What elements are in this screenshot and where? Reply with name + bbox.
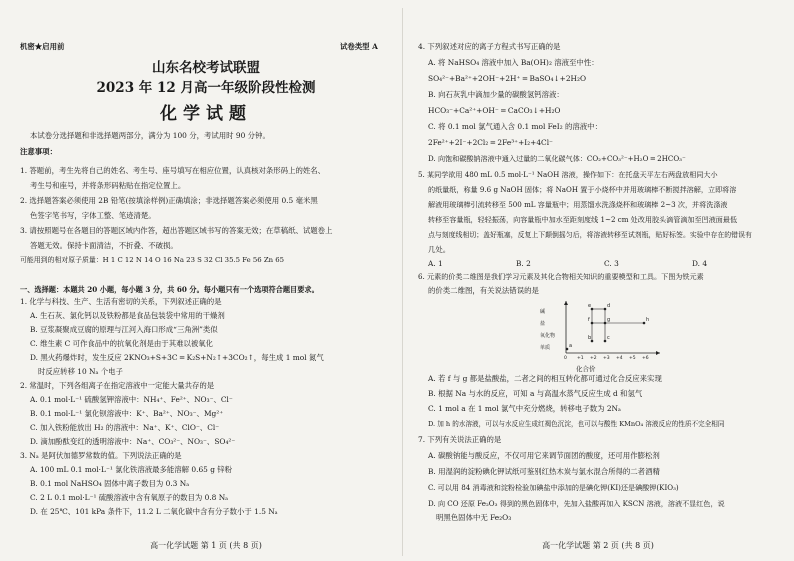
question-7-option-b: B. 用湿润的淀粉碘化钾试纸可鉴别红热木炭与氯水混合所得的二者酒精: [428, 467, 660, 476]
x-tick: +4: [616, 356, 623, 361]
question-3-option-b: B. 0.1 mol NaHSO₄ 固体中离子数目为 0.3 Nₐ: [30, 479, 190, 488]
question-4-option-a: A. 将 NaHSO₄ 溶液中加入 Ba(OH)₂ 溶液至中性：: [428, 58, 599, 67]
left-page: [20, 0, 392, 561]
label-h: h: [646, 317, 650, 323]
point-c: [604, 340, 607, 343]
diagram-x-label: 化合价: [576, 365, 596, 373]
question-1-option-d: D. 黑火药爆炸时，发生反应 2KNO₃+S+3C ═ K₂S+N₂↑+3CO₂↑，每生成 1 mol 氮气: [30, 353, 324, 362]
question-3-option-a: A. 100 mL 0.1 mol·L⁻¹ 氯化铁溶液最多能溶解 0.65 g 锌粉: [30, 465, 233, 474]
iron-valence-class-diagram: [538, 297, 668, 363]
notice-line: 1. 答题前，考生先将自己的姓名、考生号、座号填写在相应位置，认真核对条形码上的姓名、: [20, 166, 326, 175]
question-3-option-c: C. 2 L 0.1 mol·L⁻¹ 硫酸溶液中含有氧原子的数目为 0.8 Nₐ: [30, 493, 229, 502]
notice-line: 色签字笔书写，字体工整、笔迹清楚。: [30, 211, 156, 220]
question-6-option-a: A. 若 f 与 g 都是盐酸盐，二者之间的相互转化都可通过化合反应来实现: [428, 374, 662, 383]
page-fold-line: [402, 8, 403, 556]
question-7-option-c: C. 可以用 84 消毒液和淀粉检验加碘盐中添加的是碘化钾(KI)还是碘酸钾(KIO₃): [428, 483, 679, 492]
question-6-stem-line: 的价类二维图，有关说法错误的是: [428, 286, 539, 295]
question-7-option-d: D. 向 CO 还原 Fe₂O₃ 得到的黑色固体中，先加入盐酸再加入 KSCN 溶液，溶液不显红色，说: [428, 499, 725, 508]
confidential-label: 机密★启用前: [20, 42, 65, 51]
y-cat-salt: 盐: [540, 321, 546, 327]
atomic-mass-line: 可能用到的相对原子质量：H 1 C 12 N 14 O 16 Na 23 S 32 Cl 35.5 Fe 56 Zn 65: [20, 256, 285, 264]
question-1-option-d-cont: 时反应转移 10 Nₐ 个电子: [38, 367, 123, 376]
question-2-option-c: C. 加入铁粉能放出 H₂ 的溶液中：Na⁺、K⁺、ClO⁻、Cl⁻: [30, 423, 220, 432]
point-g: [604, 322, 607, 325]
question-4-equation-b: HCO₃⁻+Ca²⁺+OH⁻ ═ CaCO₃↓+H₂O: [428, 106, 561, 115]
question-5-stem-line: 几处。: [428, 245, 451, 254]
right-page: [418, 0, 778, 561]
question-6-option-b: B. 根据 Na 与水的反应，可知 a 与高温水蒸气反应生成 d 和氢气: [428, 389, 643, 398]
question-6-option-c: C. 1 mol a 在 1 mol 氯气中充分燃烧，转移电子数为 2Nₐ: [428, 404, 621, 413]
label-f: f: [588, 317, 590, 323]
x-tick: +2: [590, 356, 597, 361]
question-5-option-d: D. 4: [692, 259, 708, 268]
question-2-option-b: B. 0.1 mol·L⁻¹ 氯化钡溶液中：K⁺、Ba²⁺、NO₃⁻、Mg²⁺: [30, 409, 224, 418]
question-1-option-b: B. 豆浆凝聚成豆腐的原理与江河入海口形成“三角洲”类似: [30, 325, 218, 334]
point-e: [591, 308, 594, 311]
question-5-option-b: B. 2: [516, 259, 531, 268]
question-4-option-b: B. 向石灰乳中滴加少量的碳酸氢钙溶液：: [428, 90, 564, 99]
notice-line: 3. 请按照题号在各题目的答题区域内作答，超出答题区域书写的答案无效；在草稿纸、试题卷上: [20, 226, 333, 235]
x-tick: +6: [642, 356, 649, 361]
question-5-stem-line: 点与刻度线相切；盖好瓶塞，反复上下颠倒摇匀后，将溶液转移至试剂瓶，贴好标签。实验中存在的错误有: [428, 231, 752, 239]
question-6-option-d: D. 加 h 的水溶液，可以与水反应生成红褐色沉淀，也可以与酸性 KMnO₄ 溶液反应的性质不完全相同: [428, 420, 725, 428]
question-1-option-c: C. 维生素 C 可作食品中的抗氧化剂是由于其难以被氧化: [30, 339, 214, 348]
x-axis-arrow-icon: [656, 351, 660, 355]
label-b: b: [588, 335, 592, 341]
label-d: d: [607, 303, 611, 309]
question-4-option-c: C. 将 0.1 mol 氯气通入含 0.1 mol FeI₂ 的溶液中：: [428, 122, 602, 131]
question-6-stem: 6. 元素的价类二维图是我们学习元素及其化合物相关知识的重要模型和工具。下图为铁元素: [418, 272, 704, 281]
question-5-stem: 5. 某同学欲用 480 mL 0.5 mol·L⁻¹ NaOH 溶液，操作如下：在托盘天平左右两盘放相同大小: [418, 170, 718, 179]
notice-line: 2. 选择题答案必须使用 2B 铅笔(按填涂样例)正确填涂；非选择题答案必须使用 0.5 毫米黑: [20, 196, 318, 205]
y-cat-element: 单质: [540, 345, 551, 351]
exam-type-label: 试卷类型 A: [340, 42, 378, 51]
question-2-option-d: D. 滴加酚酞变红的透明溶液中：Na⁺、CO₃²⁻、NO₃⁻、SO₄²⁻: [30, 437, 236, 446]
question-5-stem-line: 的纸量纸，称量 9.6 g NaOH 固体；将 NaOH 置于小烧杯中并用玻璃棒不断搅拌溶解，立即将溶: [428, 185, 737, 194]
question-4-equation-c: 2Fe²⁺+2I⁻+2Cl₂ ═ 2Fe³⁺+I₂+4Cl⁻: [428, 138, 553, 147]
label-c: c: [607, 335, 610, 341]
subject-title: 化学试题: [160, 104, 252, 124]
question-5-stem-line: 转移至容量瓶，轻轻振荡，向容量瓶中加水至距刻度线 1~2 cm 处改用胶头滴管滴加至凹液面最低: [428, 215, 738, 224]
exam-session-title: 2023 年 12 月高一年级阶段性检测: [96, 80, 316, 96]
point-a: [566, 348, 569, 351]
exam-alliance-title: 山东名校考试联盟: [152, 60, 260, 76]
question-1-stem: 1. 化学与科技、生产、生活有密切的关系，下列叙述正确的是: [20, 297, 222, 306]
y-cat-base: 碱: [540, 309, 546, 315]
question-1-option-a: A. 生石灰、氯化钙以及铁粉都是食品包装袋中常用的干燥剂: [30, 311, 225, 320]
question-5-option-c: C. 3: [604, 259, 619, 268]
question-3-option-d: D. 在 25℃、101 kPa 条件下，11.2 L 二氧化碳中含有分子数小于 1.5 Nₐ: [30, 507, 278, 516]
question-4-stem: 4. 下列叙述对应的离子方程式书写正确的是: [418, 42, 561, 51]
y-cat-oxide: 氧化物: [540, 333, 556, 339]
question-2-stem: 2. 常温时，下列各组离子在指定溶液中一定能大量共存的是: [20, 381, 215, 390]
section-1-heading: 一、选择题：本题共 20 小题，每小题 3 分，共 60 分。每小题只有一个选项符合题目要求。: [20, 285, 319, 294]
question-5-option-a: A. 1: [428, 259, 443, 268]
x-tick: +5: [629, 356, 636, 361]
question-4-equation-a: SO₄²⁻+Ba²⁺+2OH⁻+2H⁺ ═ BaSO₄↓+2H₂O: [428, 74, 587, 83]
x-tick: +1: [577, 356, 584, 361]
question-2-option-a: A. 0.1 mol·L⁻¹ 硫酸氢钾溶液中：NH₄⁺、Fe²⁺、NO₃⁻、Cl⁻: [30, 395, 233, 404]
exam-intro: 本试卷分选择题和非选择题两部分，满分为 100 分，考试用时 90 分钟。: [30, 131, 270, 140]
notice-line: 考生号和座号，并将条形码粘贴在指定位置上。: [30, 181, 186, 190]
notice-line: 答题无效。保持卡面清洁，不折叠、不破损。: [30, 241, 178, 250]
label-e: e: [588, 303, 592, 309]
x-tick: +3: [603, 356, 610, 361]
notice-heading: 注意事项：: [20, 147, 57, 156]
x-tick: 0: [564, 356, 567, 361]
question-7-option-a: A. 碳酸钠能与酸反应，不仅可用它来调节面团的酸度，还可用作膨松剂: [428, 451, 660, 460]
question-7-stem: 7. 下列有关说法正确的是: [418, 435, 502, 444]
y-axis-arrow-icon: [564, 301, 568, 305]
point-h: [643, 322, 646, 325]
page-2-footer: 高一化学试题 第 2 页 (共 8 页): [542, 541, 654, 550]
point-d: [604, 308, 607, 311]
page-1-footer: 高一化学试题 第 1 页 (共 8 页): [150, 541, 262, 550]
question-3-stem: 3. Nₐ 是阿伏加德罗常数的值。下列说法正确的是: [20, 451, 182, 460]
question-4-option-d: D. 向饱和碳酸钠溶液中通入过量的二氧化碳气体：CO₂+CO₃²⁻+H₂O ═ 2HCO₃⁻: [428, 154, 686, 163]
question-5-stem-line: 解液用玻璃棒引流转移至 500 mL 容量瓶中；用蒸馏水洗涤烧杯和玻璃棒 2~3 次，并将洗涤液: [428, 200, 728, 209]
label-a: a: [569, 343, 573, 349]
label-g: g: [607, 317, 611, 323]
point-f: [591, 322, 594, 325]
question-7-option-d-cont: 明黑色固体中无 Fe₂O₃: [436, 513, 512, 522]
